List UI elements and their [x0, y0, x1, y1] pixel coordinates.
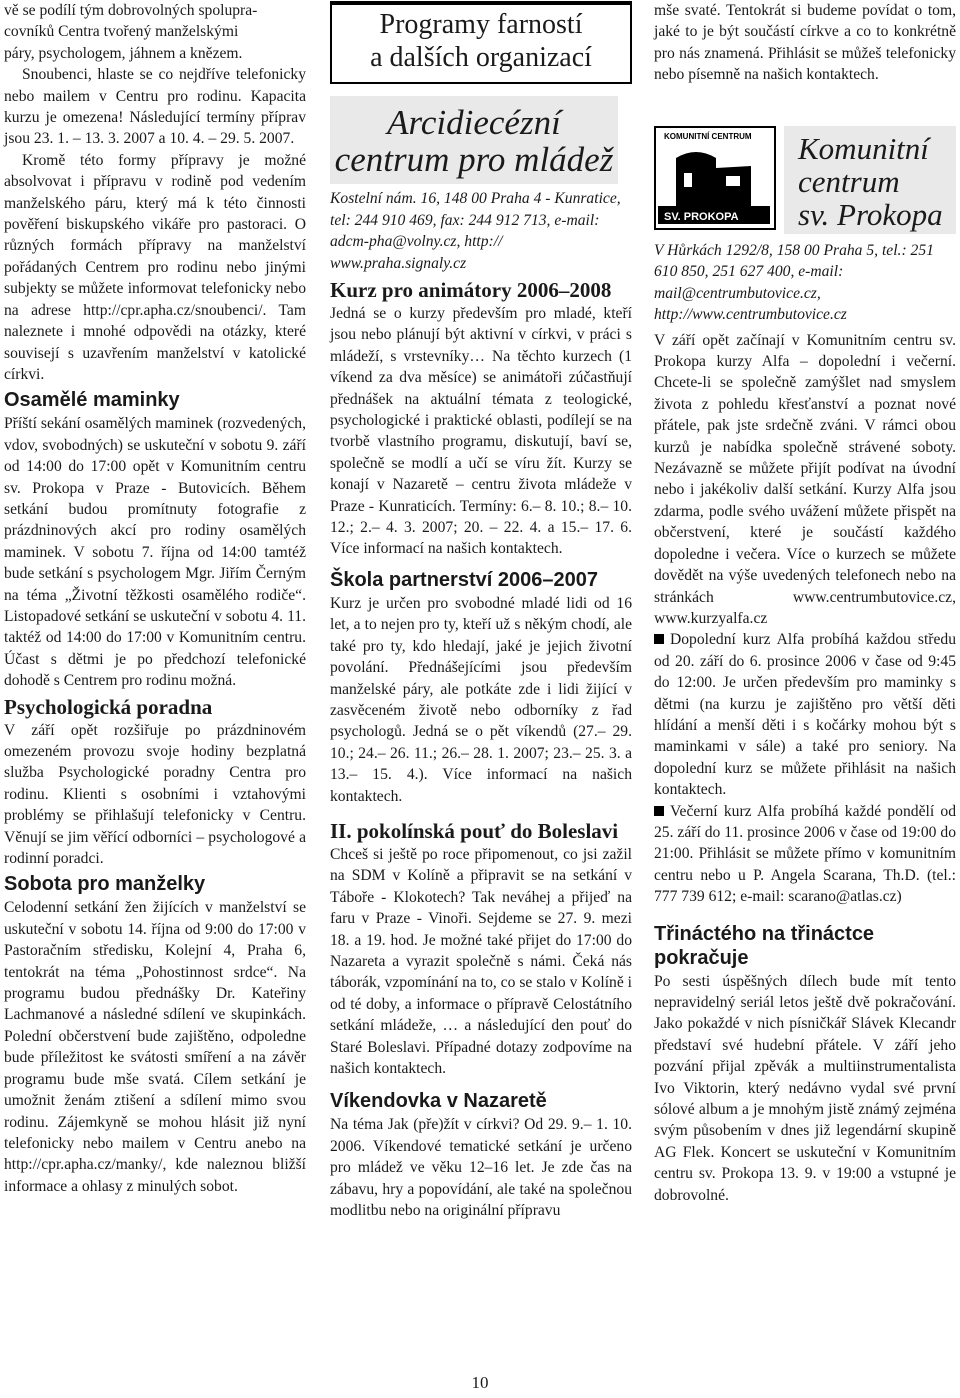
page-number: 10: [471, 1373, 489, 1392]
adcm-title-line-1: Arcidiecézní: [387, 103, 561, 142]
adcm-contact: Kostelní nám. 16, 148 00 Praha 4 - Kunratice, tel: 244 910 469, fax: 244 912 713, e-mail: adcm-pha@volny.cz, http:// www.praha.signaly.cz: [330, 190, 621, 272]
maminky-paragraph: Příští sekání osamělých maminek (rozvedených, vdov, svobodných) se uskuteční v sobotu 9. září od 14:00 do 17:00 opět v Komunitním centru sv. Prokopa v Praze - Butovicích. Během setkání budou promítnuty fotografie z prázdninových akcí pro rodiny osamělých maminek. V sobotu 7. října od 14:00 tamtéž bude setkání s psychologem Mgr. Jiřím Černým na téma „Životní těžkosti osamělého rodiče“. Listopadové setkání se uskuteční v sobotu 4. 11. taktéž od 14:00 do 17:00 v Komunitním centru. Účast s dětmi je po předchozí telefonické dohodě s Centrem pro rodinu možná.: [4, 415, 306, 690]
sobota-paragraph: Celodenní setkání žen žijících v manželství se uskuteční v sobotu 14. října od 9:00 do 17:00 v Pastoračním středisku, Kolejní 4, Praha 6, tentokrát na téma „Pohostinnost srdce“. Na programu budou přednášky Dr. Kateřiny Lachmanové a následné sdílení ve skupinkách. Polední občerstvení bude zajištěno, odpoledne bude příležitost ke svátosti smíření a na závěr programu bude mše svatá. Cílem setkání je umožnit ženám ztišení a sdílení mimo svou rodinu. Zájemkyně se mohou hlásit již nyní telefonicky nebo mailem v Centru anebo na http://cpr.apha.cz/manky/, kde naleznou bližší informace a ohlasy z minulých sobot.: [4, 899, 306, 1195]
heading-vikendovka: Víkendovka v Nazaretě: [330, 1090, 547, 1113]
programs-header-line-2: a dalších organizací: [370, 42, 592, 73]
heading-trinacteho: Třináctého na třináctce pokračuje: [654, 922, 875, 969]
programs-header-line-1: Programy farností: [379, 9, 583, 40]
kurz-paragraph: Jedná se o kurzy především pro mladé, kteří jsou nebo plánují být aktivní v církvi, v práci s mládeží, s vrstevníky… Na těchto kurzech (1 víkend za dva měsíce) se animátoři zúčastňují přednášek na aktuální témata z teologické, psychologické i praktické oblasti, podílejí se na tvorbě vlastního programu, diskutují, baví se, společně se modlí a učí se víru žít. Kurzy se konají v Nazaretě – centru života mládeže v Praze - Kunraticích. Termíny: 6.– 8. 10.; 8.– 10. 12.; 2.– 4. 3. 2007; 20. – 22. 4. a 15.– 17. 6. Více informací na našich kontaktech.: [330, 305, 632, 558]
heading-psychologicka-poradna: Psychologická poradna: [4, 694, 213, 719]
kc-title-line-1: Komunitní: [798, 130, 929, 166]
dopoledni-text: Dopolední kurz Alfa probíhá každou středu od 20. září do 6. prosince 2006 v čase od 9:45 do 12:00. Je určen především pro maminky s dětmi (na kurzu je zajištěno pro větší děti hlídání a menší děti i s kočárky mohou být s maminkami v sále) a také pro seniory. Na dopolední kurz se můžete přihlásit na našich kontaktech.: [654, 631, 956, 799]
heading-osamele-maminky: Osamělé maminky: [4, 389, 180, 412]
heading-kurz-animatory: Kurz pro animátory 2006–2008: [330, 278, 612, 302]
logo-text-top: KOMUNITNÍ CENTRUM: [664, 131, 752, 141]
intro-line-2: covníků Centra tvořený manželskými: [4, 23, 239, 41]
column-2: [330, 0, 632, 1221]
programs-header-box: [330, 1, 632, 84]
kc-title-line-2: centrum: [798, 163, 900, 199]
vecerni-paragraph: [654, 801, 956, 908]
adcm-title: [330, 96, 618, 184]
vecerni-text: Večerní kurz Alfa probíhá každé pondělí od 25. září do 11. prosince 2006 v čase od 19:00 do 21:00. Přihlásit se můžete přímo v komunitním centru nebo u P. Angela Scarana, Th.D. (tel.: 777 739 612; e-mail: scarano@atlas.cz): [654, 802, 956, 906]
intro-line-3: páry, psychologem, jáhnem a knězem.: [4, 44, 243, 62]
adcm-title-line-2: centrum pro mládež: [334, 140, 614, 179]
column-3: [654, 0, 956, 1206]
pout-paragraph: Chceš si ještě po roce připomenout, co jsi zažil na SDM v Kolíně a připravit se na setkání v Táboře - Klokotech? Tak neváhej a přijeď na faru v Praze - Vinoři. Sejdeme se 27. 9. mezi 18. a 19. hod. Je možné také přijet do 17:00 do Nazareta a vyrazit společně s námi. Čeká nás táborák, vzpomínání na to, co se stalo v Kolíně i od té doby, a informace o přípravě Celostátního setkání mládeže, … a následující den pouť do Staré Boleslavi. Případné dotazy zodpovíme na našich kontaktech.: [330, 845, 632, 1077]
bullet-square-icon: [654, 806, 664, 816]
kc-title-line-3: sv. Prokopa: [798, 196, 943, 232]
kc-contact: V Hůrkách 1292/8, 158 00 Praha 5, tel.: 251 610 850, 251 627 400, e-mail: mail@centrumbutovice.cz, http://www.centrumbutovice.cz: [654, 241, 934, 324]
programs-header: [332, 5, 630, 82]
kc-title: [784, 126, 956, 234]
alfa-paragraph: V září opět začínají v Komunitním centru sv. Prokopa kurzy Alfa – dopolední i večerní. Chcete-li se společně zamýšlet nad smyslem života z pohledu křesťanství a poznat nové přátele, pak jste srdečně zváni. V rámci obou kurzů je nabídka společně strávené soboty. Nezávazně se můžete přijít podívat na úvodní nebo i jakékoliv další setkání. Kurzy Alfa jsou zdarma, podle svého uvážení můžete přispět na občerstvení, které je součástí každého dopoledne i večera. Více o kurzech se můžete dovědět na výše uvedených telefonech nebo na stránkách www.centrumbutovice.cz, www.kurzyalfa.cz: [654, 331, 956, 627]
building-icon: [656, 128, 774, 228]
column-1: [4, 0, 306, 1197]
heading-pout-boleslav: II. pokolínská pouť do Boleslavi: [330, 818, 619, 843]
poradna-paragraph: V září opět rozšiřuje po prázdninovém omezeném provozu svoje hodiny bezplatná služba Psychologické poradny Centra pro rodinu. Klienti s osobními i vztahovými problémy se přihlašují telefonicky v Centru. Věnují se jim věřící odborníci – psychologové a rodinní poradci.: [4, 721, 306, 868]
skola-paragraph: Kurz je určen pro svobodné mladé lidi od 16 let, a to nejen pro ty, kteří už s někým chodí, ale také pro ty, kdo hledají, jaké je jejich životní povolání. Přednášejícími jsou především manželské páry, ale potkáte zde i lidi žijící v zasvěceném životě nebo odborníky z řad psychologů. Jedná se o pět víkendů (27.– 29. 10.; 24.– 26. 11.; 26.– 28. 1. 2007; 23.– 25. 3. a 13.– 15. 4.). Více informací na našich kontaktech.: [330, 594, 632, 805]
vikendovka-continued: mše svaté. Tentokrát si budeme povídat o tom, jaké to je být součástí církve a co to konkrétně pro nás znamená. Přihlásit se můžeš telefonicky nebo písemně na našich kontaktech.: [654, 2, 956, 84]
bullet-square-icon: [654, 634, 664, 644]
vikendovka-paragraph: Na téma Jak (pře)žít v církvi? Od 29. 9.– 1. 10. 2006. Víkendové tematické setkání je určeno pro mládež ve věku 12–16 let. Je zde čas na zábavu, hry a popovídání, ale také na společnou modlitbu nebo na originální přípravu: [330, 1116, 632, 1220]
snoubenci-paragraph: Snoubenci, hlaste se co nejdříve telefonicky nebo mailem v Centru pro rodinu. Kapacita kurzu je omezena! Následující termíny příprav jsou 23. 1. – 13. 3. 2007 a 10. 4. – 29. 5. 2007.: [4, 66, 306, 148]
dopoledni-paragraph: [654, 629, 956, 800]
trinacteho-paragraph: Po sesti úspěšných dílech bude mít tento nepravidelný seriál letos ještě dvě pokračování. Jako pokaždé v nich písničkář Slávek Klecandr představí své hudební přátele. V září jeho pozvání přijal zpěvák a multiinstrumentalista Ivo Viktorin, který nedávno vydal své první sólové album a je mnohým jistě známý zejména svým působením v dnes již legendární skupině AG Flek. Koncert se uskuteční v Komunitním centru sv. Prokopa 13. 9. v 19:00 a vstupné je dobrovolné.: [654, 972, 956, 1204]
kc-header: [654, 122, 956, 236]
logo-text-bottom: SV. PROKOPA: [664, 210, 739, 223]
heading-sobota-pro-manzelky: Sobota pro manželky: [4, 873, 206, 896]
priprava-paragraph: Kromě této formy přípravy je možné absolvovat i přípravu v rodině pod vedením manželského páru, který má k této činnosti pověření biskupského vikáře pro pastoraci. O různých formách přípravy na manželství pořádaných Centrem pro rodinu nebo jinými subjekty se můžete informovat telefonicky nebo na adrese http://cpr.apha.cz/snoubenci/. Tam naleznete i mnohé odpovědi na otázky, které souvisejí s uzavřením manželství v katolické církvi.: [4, 151, 306, 383]
kc-logo: [654, 126, 776, 230]
intro-line-1: vě se podílí tým dobrovolných spolupra-: [4, 2, 258, 19]
heading-skola-partnerstvi: Škola partnerství 2006–2007: [330, 568, 598, 591]
